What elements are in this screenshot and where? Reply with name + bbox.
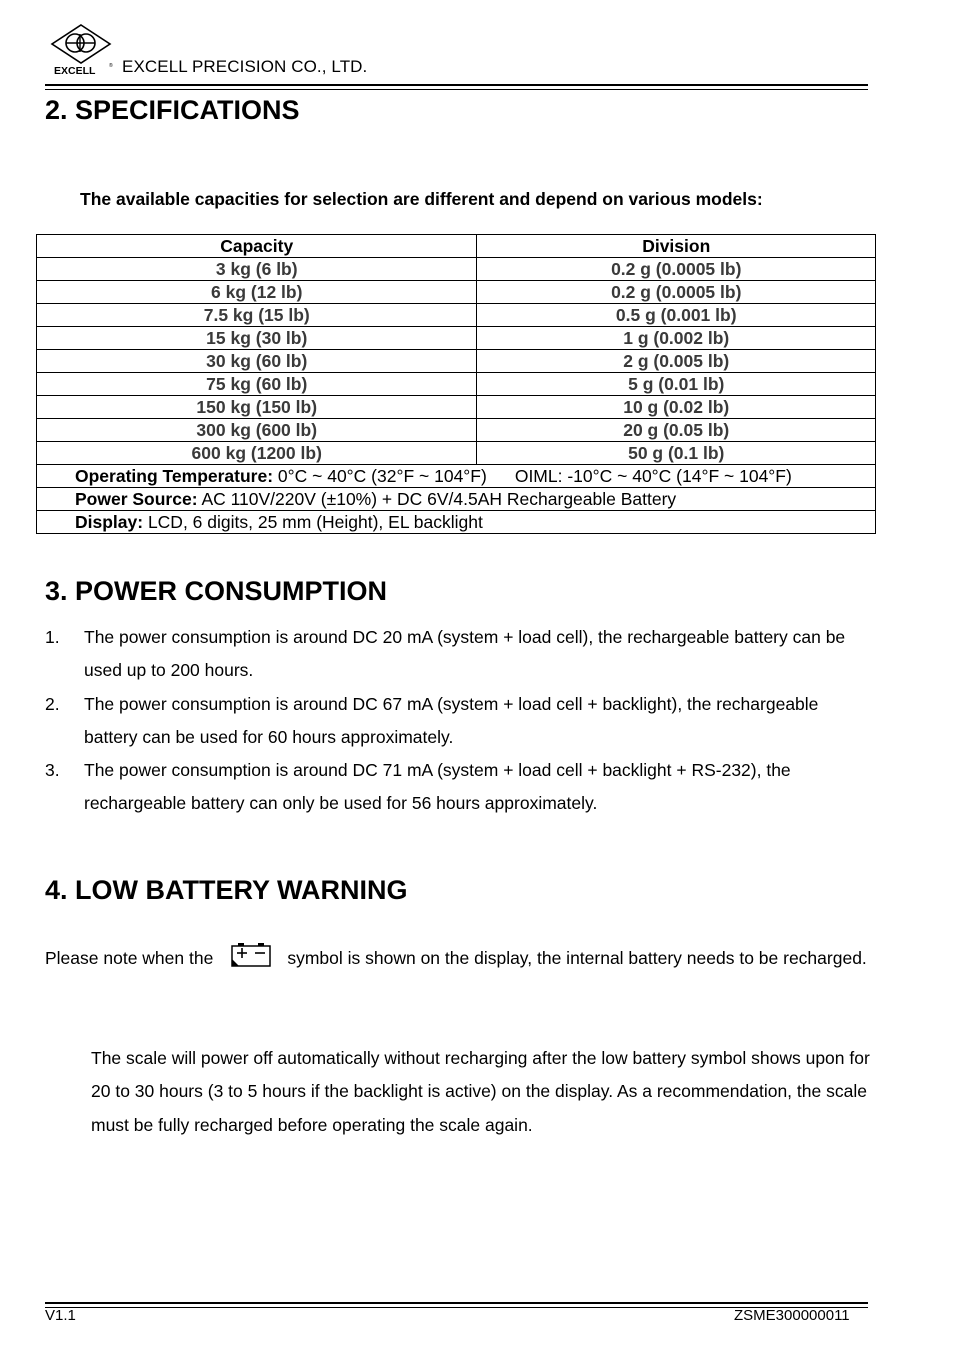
capacity-cell: 6 kg (12 lb) xyxy=(37,281,477,304)
section-title-power-consumption: 3. POWER CONSUMPTION xyxy=(45,576,388,606)
table-row xyxy=(37,419,876,442)
table-header-row xyxy=(37,235,876,258)
specifications-intro: The available capacities for selection are different and depend on various models: xyxy=(80,189,763,209)
list-number: 2. xyxy=(45,693,60,714)
footer-rule xyxy=(45,1302,868,1304)
list-item xyxy=(45,754,875,821)
header-capacity: Capacity xyxy=(37,235,477,258)
table-row xyxy=(37,373,876,396)
logo-wordmark: EXCELL xyxy=(54,65,96,77)
display-value: LCD, 6 digits, 25 mm (Height), EL backlight xyxy=(143,512,483,532)
auto-power-off-note: The scale will power off automatically without recharging after the low battery symbol shows upon for 20 to 30 hours (3 to 5 hours if the backlight is active) on the display. As a recommendation, the scale must be fully recharged before operating the scale again. xyxy=(91,1048,870,1135)
specifications-table xyxy=(36,234,876,534)
list-number: 1. xyxy=(45,627,60,647)
capacity-cell: 600 kg (1200 lb) xyxy=(37,442,477,465)
version-label: V1.1 xyxy=(45,1307,76,1324)
list-number: 3. xyxy=(45,760,60,781)
low-battery-text-before: Please note when the xyxy=(45,948,214,968)
display-row xyxy=(37,511,876,534)
division-cell: 10 g (0.02 lb) xyxy=(477,396,876,419)
table-row xyxy=(37,281,876,304)
operating-temperature-value: 0°C ~ 40°C (32°F ~ 104°F) xyxy=(273,466,487,486)
list-text: The power consumption is around DC 67 mA (system + load cell + backlight), the rechargeable battery can be used for 60 hours approximately. xyxy=(84,693,819,747)
low-battery-note xyxy=(45,942,875,975)
document-number: ZSME300000011 xyxy=(734,1307,850,1324)
table-row xyxy=(37,350,876,373)
capacity-cell: 150 kg (150 lb) xyxy=(37,396,477,419)
header-division: Division xyxy=(477,235,876,258)
capacity-cell: 30 kg (60 lb) xyxy=(37,350,477,373)
division-cell: 1 g (0.002 lb) xyxy=(477,327,876,350)
operating-temperature-label: Operating Temperature: xyxy=(75,466,274,486)
display-label: Display: xyxy=(75,512,144,532)
division-cell: 2 g (0.005 lb) xyxy=(477,350,876,373)
table-row xyxy=(37,258,876,281)
power-source-label: Power Source: xyxy=(75,489,198,509)
power-consumption-list xyxy=(45,621,875,821)
low-battery-text-after: symbol is shown on the display, the internal battery needs to be recharged. xyxy=(287,948,867,968)
oiml-temperature: OIML: -10°C ~ 40°C (14°F ~ 104°F) xyxy=(514,466,792,486)
list-text: The power consumption is around DC 71 mA (system + load cell + backlight + RS-232), the rechargeable battery can only be used for 56 hours approximately. xyxy=(84,760,791,814)
list-text: The power consumption is around DC 20 mA (system + load cell), the rechargeable battery can be used up to 200 hours. xyxy=(84,627,846,681)
division-cell: 0.2 g (0.0005 lb) xyxy=(477,281,876,304)
capacity-cell: 3 kg (6 lb) xyxy=(37,258,477,281)
division-cell: 5 g (0.01 lb) xyxy=(477,373,876,396)
header-rule xyxy=(45,84,868,86)
header-rule-thin xyxy=(45,89,868,90)
capacity-cell: 15 kg (30 lb) xyxy=(37,327,477,350)
table-row xyxy=(37,304,876,327)
company-name: EXCELL PRECISION CO., LTD. xyxy=(122,57,368,76)
table-row xyxy=(37,442,876,465)
operating-temperature-row xyxy=(37,465,876,488)
battery-icon xyxy=(229,942,273,968)
table-row xyxy=(37,396,876,419)
excell-logo xyxy=(46,22,116,78)
capacity-cell: 7.5 kg (15 lb) xyxy=(37,304,477,327)
division-cell: 0.5 g (0.001 lb) xyxy=(477,304,876,327)
svg-text:®: ® xyxy=(109,63,113,69)
section-title-low-battery: 4. LOW BATTERY WARNING xyxy=(45,875,408,905)
division-cell: 50 g (0.1 lb) xyxy=(477,442,876,465)
division-cell: 0.2 g (0.0005 lb) xyxy=(477,258,876,281)
power-source-row xyxy=(37,488,876,511)
list-item xyxy=(45,621,875,688)
list-item xyxy=(45,688,875,755)
capacity-cell: 300 kg (600 lb) xyxy=(37,419,477,442)
power-source-value: AC 110V/220V (±10%) + DC 6V/4.5AH Rechargeable Battery xyxy=(197,489,677,509)
table-row xyxy=(37,327,876,350)
division-cell: 20 g (0.05 lb) xyxy=(477,419,876,442)
section-title-specifications: 2. SPECIFICATIONS xyxy=(45,95,300,125)
capacity-cell: 75 kg (60 lb) xyxy=(37,373,477,396)
